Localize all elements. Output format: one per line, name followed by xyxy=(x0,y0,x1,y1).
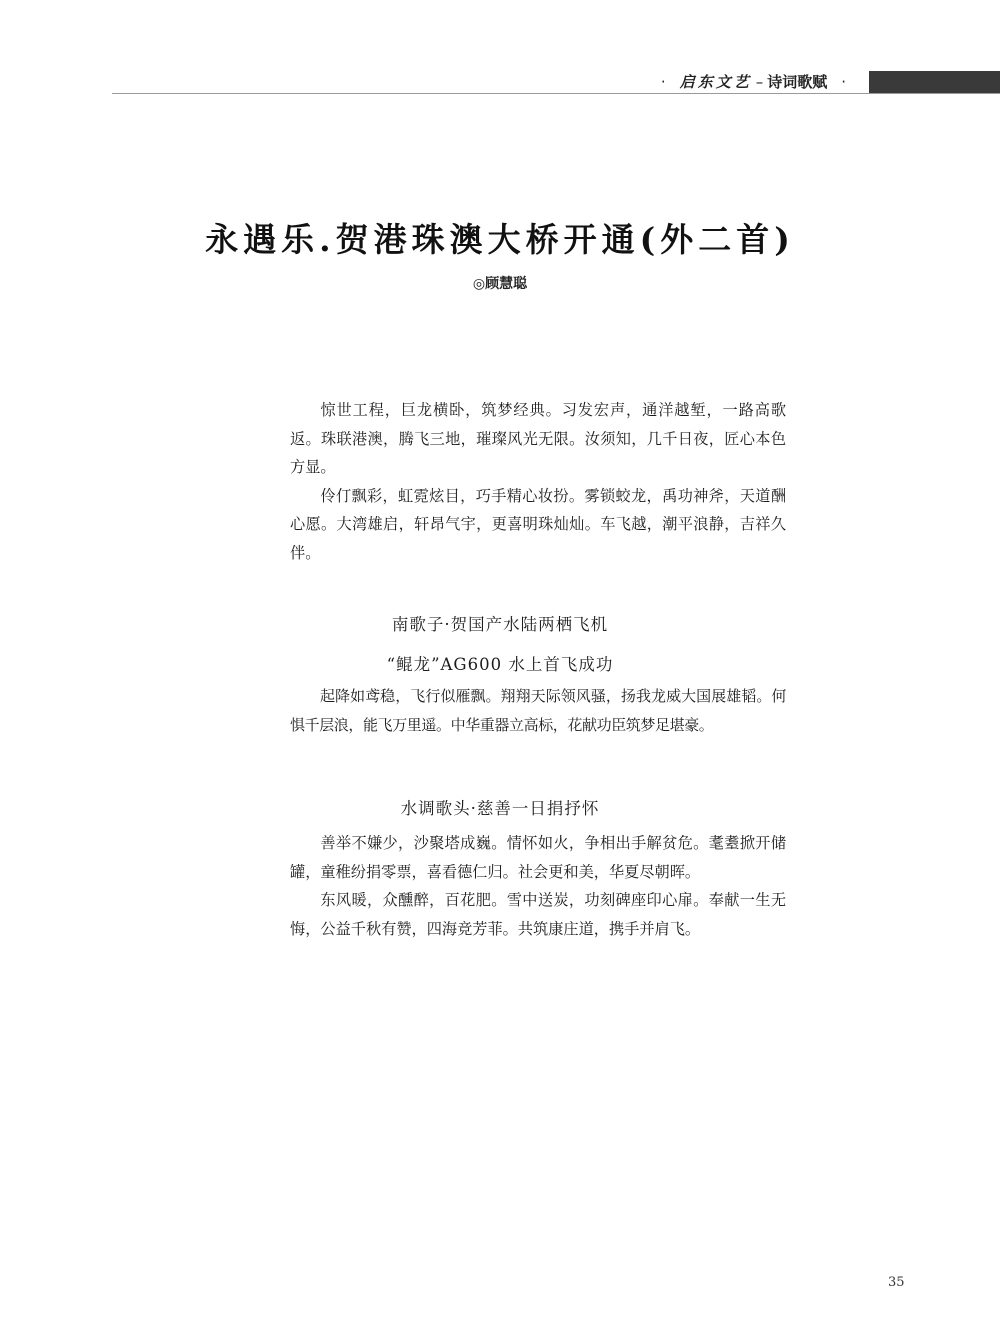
poem-2-title-line-1: 南歌子·贺国产水陆两栖飞机 xyxy=(391,615,609,634)
poem-2-stanza-1: 起降如鸢稳，飞行似雁飘。翔翔天际领风骚，扬我龙威大国展雄韬。何惧千层浪，能飞万里遥。中华重器立高标，花献功臣筑梦足堪豪。 xyxy=(290,687,786,734)
poem-3-body xyxy=(290,829,786,943)
page-number: 35 xyxy=(888,1275,905,1290)
magazine-name: 启东文艺 xyxy=(679,73,752,91)
header-dot-left: · xyxy=(660,73,666,91)
author-byline: ◎顾慧聪 xyxy=(472,276,528,292)
poem-1-body xyxy=(290,396,786,567)
header-dash: – xyxy=(755,73,764,91)
poem-1-stanza-2: 伶仃飘彩，虹霓炫目，巧手精心妆扮。雾锁蛟龙，禹功神斧，天道酬心愿。大湾雄启，轩昂气宇，更喜明珠灿灿。车飞越，潮平浪静，吉祥久伴。 xyxy=(290,486,786,562)
header-dark-block xyxy=(869,71,1000,93)
poem-2-body xyxy=(290,682,786,739)
poem-3-title: 水调歌头·慈善一日捐抒怀 xyxy=(400,799,600,818)
poem-2-title-line-2: “鲲龙”AG600 水上首飞成功 xyxy=(386,655,614,674)
section-name: 诗词歌赋 xyxy=(767,73,828,91)
poem-3-stanza-2: 东风暖，众醺醉，百花肥。雪中送炭，功刻碑座印心扉。奉献一生无悔，公益千秋有赞，四海竞芳菲。共筑康庄道，携手并肩飞。 xyxy=(290,891,786,938)
header-rule xyxy=(112,93,1000,94)
running-header xyxy=(647,71,860,93)
article-title: 永遇乐.贺港珠澳大桥开通(外二首) xyxy=(205,220,795,259)
poem-3-stanza-1: 善举不嫌少，沙聚塔成巍。情怀如火，争相出手解贫危。耄耋掀开储罐，童稚纷捐零票，喜看德仁归。社会更和美，华夏尽朝晖。 xyxy=(290,834,786,881)
header-dot-right: · xyxy=(841,73,846,91)
poem-1-stanza-1: 惊世工程，巨龙横卧，筑梦经典。习发宏声，通洋越堑，一路高歌返。珠联港澳，腾飞三地，璀璨风光无限。汝须知，几千日夜，匠心本色方显。 xyxy=(290,401,786,476)
